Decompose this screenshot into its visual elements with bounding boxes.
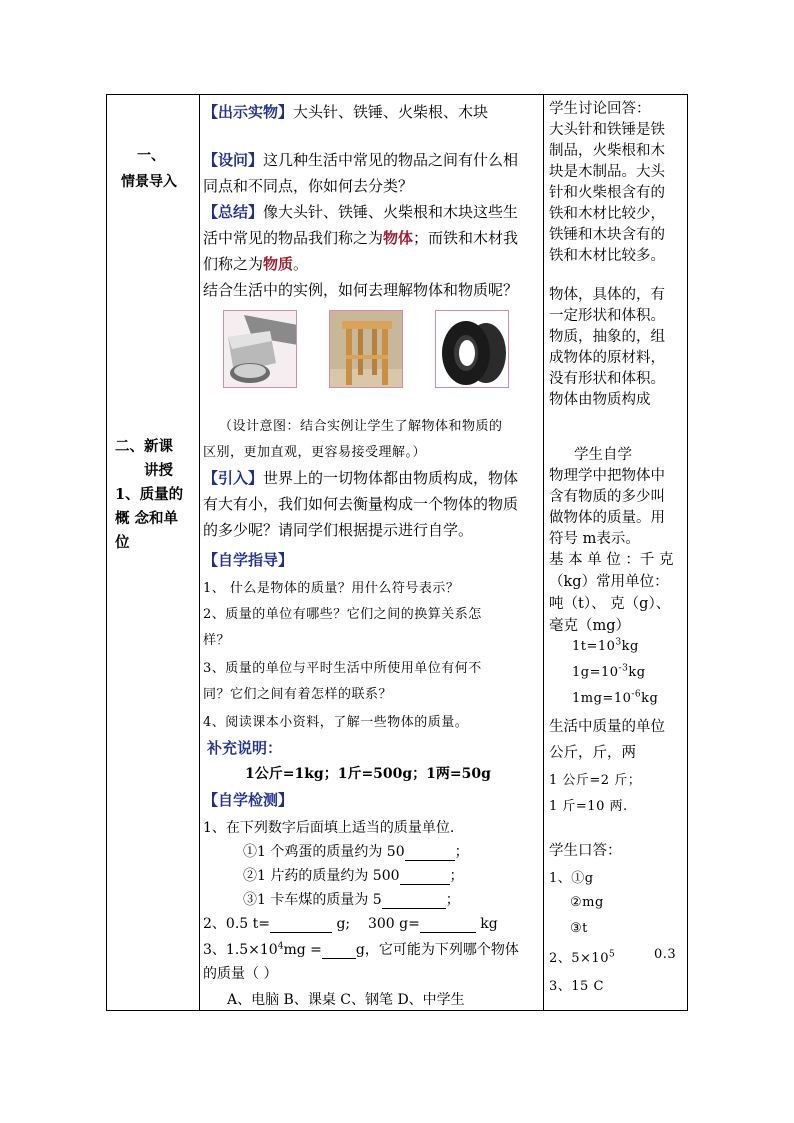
check-item-1a [243, 841, 469, 861]
student-line: 制品，火柴根和木 [549, 143, 665, 159]
guide-question-4: 4、阅读课本小资料，了解一些物体的质量。 [203, 715, 469, 730]
guide-question-2b: 样？ [203, 633, 231, 648]
student-line: 成物体的原材料， [549, 350, 665, 366]
check-item-1a-text: ①1 个鸡蛋的质量约为 50 [243, 844, 405, 860]
stool-image [329, 310, 403, 388]
check-item-2a: 2、0.5 t= [203, 916, 270, 932]
semicolon: ； [449, 868, 464, 884]
intro-line-2: 有大有小，我们如何去衡量构成一个物体的物质 [203, 495, 519, 513]
check-item-2d: kg [480, 916, 498, 932]
stage-2-subtitle-2: 概 念和单 [115, 510, 179, 527]
stage-2-subtitle-3: 位 [115, 534, 130, 551]
answer-2b: 0.3 [654, 947, 677, 962]
check-item-3b: mg = [283, 942, 322, 958]
student-line: 1 公斤=2 斤； [549, 773, 642, 788]
check-item-3-line2: 的质量（ ） [203, 966, 278, 982]
check-item-1b-text: ②1 片药的质量约为 500 [243, 868, 400, 884]
student-line: 针和火柴根含有的 [549, 185, 665, 201]
student-line: 含有物质的多少叫 [549, 489, 665, 505]
blank-gram-to-kg[interactable] [420, 916, 476, 933]
guide-question-1: 1、 什么是物体的质量？用什么符号表示？ [203, 581, 460, 596]
summary-line-3 [203, 253, 308, 274]
conversion-gram [572, 665, 646, 680]
conversion-exponent: -3 [618, 663, 629, 674]
semicolon: ； [454, 844, 469, 860]
semicolon: ； [445, 892, 460, 908]
student-line: 学生讨论回答： [549, 101, 651, 117]
check-item-3a: 3、1.5×10 [203, 942, 278, 958]
guide-question-3b: 同？它们之间有着怎样的联系？ [203, 687, 393, 702]
student-line: 物质，抽象的，组 [549, 329, 665, 345]
teaching-content-column [201, 95, 541, 1010]
blank-coal[interactable] [382, 892, 446, 909]
blank-ton-to-gram[interactable] [270, 916, 332, 933]
tire-image [435, 310, 509, 388]
conversion-text: 1t=10 [572, 639, 616, 654]
column-divider-1 [199, 95, 200, 1010]
conversion-unit: kg [641, 691, 659, 706]
show-objects-text: 大头针、铁锤、火柴根、木块 [293, 103, 489, 121]
answer-1b: ②mg [570, 895, 604, 910]
question-text-1: 这几种生活中常见的物品之间有什么相 [263, 151, 519, 169]
student-line: 吨（t）、 克（g）、 [549, 596, 671, 612]
intro-line-3: 的多少呢？请同学们根据提示进行自学。 [203, 521, 474, 539]
check-item-3c: g，它可能为下列哪个物体 [355, 942, 519, 958]
student-line: 符号 m表示。 [549, 531, 640, 547]
student-line: 一定形状和体积。 [549, 308, 665, 324]
summary-text-3a: 们称之为 [203, 255, 264, 273]
check-item-3-options: A、电脑 B、课桌 C、钢笔 D、中学生 [227, 992, 465, 1008]
check-item-3-exponent: 4 [277, 941, 284, 952]
student-line: 物体，具体的，有 [549, 287, 665, 303]
stage-1-title: 情景导入 [121, 174, 177, 190]
student-line: 公斤，斤，两 [549, 745, 636, 761]
self-check-heading: 【自学检测】 [203, 791, 294, 809]
student-line: 做物体的质量。用 [549, 510, 665, 526]
summary-line-1 [203, 201, 518, 222]
conversion-exponent: -6 [631, 689, 642, 700]
stage-2-title: 讲授 [144, 462, 173, 479]
check-item-2b: g; [336, 916, 351, 932]
student-line: 基 本 单 位 ：千 克 [549, 552, 674, 568]
term-substance: 物质 [263, 255, 294, 273]
stage-2-subtitle-1: 1、质量的 [115, 486, 184, 503]
intro-text-1: 世界上的一切物体都由物质构成，物体 [263, 469, 519, 487]
check-item-2 [203, 913, 498, 933]
stage-2-number: 二、新课 [115, 438, 173, 455]
term-object: 物体 [383, 229, 414, 247]
check-item-1c [243, 889, 460, 909]
stage-1-number: 一、 [137, 148, 165, 164]
student-line: 学生自学 [574, 447, 632, 463]
show-objects-line [203, 101, 488, 122]
answer-1c: ③t [570, 921, 588, 936]
student-line: 铁锤和木块含有的 [549, 227, 665, 243]
conversion-unit: kg [621, 639, 639, 654]
intro-line-1 [203, 467, 518, 488]
student-line: 物理学中把物体中 [549, 468, 665, 484]
summary-tag: 【总结】 [203, 203, 264, 221]
design-intent-1: （设计意图：结合实例让学生了解物体和物质的 [219, 419, 503, 434]
intro-tag: 【引入】 [203, 469, 264, 487]
lesson-table [106, 94, 688, 1011]
student-line: 1 斤=10 两. [549, 799, 628, 814]
design-intent-2: 区别，更加直观，更容易接受理解。） [203, 445, 427, 460]
summary-line-2 [203, 227, 518, 248]
self-study-guide-heading: 【自学指导】 [203, 551, 294, 569]
check-item-3 [203, 939, 519, 959]
student-line: （kg）常用单位： [549, 574, 669, 590]
supplement-heading: 补充说明： [207, 739, 283, 757]
column-divider-2 [543, 95, 544, 1010]
supplement-conversions: 1公斤=1kg；1斤=500g；1两=50g [245, 766, 491, 782]
student-line: 大头针和铁锤是铁 [549, 122, 665, 138]
answer-2-exponent: 5 [608, 949, 616, 960]
conversion-milligram [572, 691, 658, 706]
answer-2 [549, 947, 615, 966]
blank-mg-to-g[interactable] [322, 942, 356, 959]
student-line: 铁和木材比较少， [549, 206, 665, 222]
question-line-2: 同点和不同点，你如何去分类？ [203, 177, 414, 195]
question-line-1 [203, 149, 518, 170]
conversion-text: 1mg=10 [572, 691, 632, 706]
combine-question: 结合生活中的实例，如何去理解物体和物质呢？ [203, 281, 519, 299]
student-line: 生活中质量的单位 [549, 719, 665, 735]
conversion-text: 1g=10 [572, 665, 619, 680]
student-line: 块是木制品。大头 [549, 164, 665, 180]
check-item-1b [243, 865, 464, 885]
summary-text-1: 像大头针、铁锤、火柴根和木块这些生 [263, 203, 519, 221]
guide-question-3a: 3、质量的单位与平时生活中所使用单位有何不 [203, 661, 482, 676]
summary-text-2b: ；而铁和木材我 [413, 229, 519, 247]
guide-question-2a: 2、质量的单位有哪些？它们之间的换算关系怎 [203, 607, 482, 622]
check-item-2c: 300 g= [367, 916, 420, 932]
student-line: 没有形状和体积。 [549, 371, 665, 387]
blank-pill[interactable] [400, 868, 450, 885]
summary-text-2a: 活中常见的物品我们称之为 [203, 229, 384, 247]
student-line: 毫克（mg） [549, 618, 631, 634]
student-line: 铁和木材比较多。 [549, 248, 665, 264]
check-item-1c-text: ③1 卡车煤的质量为 5 [243, 892, 382, 908]
blank-egg[interactable] [405, 844, 455, 861]
show-objects-tag: 【出示实物】 [203, 103, 294, 121]
conversion-ton [572, 639, 639, 654]
answer-3: 3、15 C [549, 979, 604, 994]
answer-1: 1、①g [549, 871, 594, 886]
conversion-unit: kg [628, 665, 646, 680]
student-line: 物体由物质构成 [549, 392, 651, 408]
question-tag: 【设问】 [203, 151, 264, 169]
answer-2-text: 2、5×10 [549, 951, 609, 966]
conversion-exponent: 3 [615, 637, 622, 648]
summary-text-3b: 。 [293, 255, 309, 273]
stage-column [107, 95, 199, 1010]
student-activity-column [546, 95, 686, 1010]
hammer-image [223, 310, 297, 388]
student-line: 学生口答： [549, 843, 622, 859]
check-item-1: 1、在下列数字后面填上适当的质量单位. [203, 820, 455, 836]
